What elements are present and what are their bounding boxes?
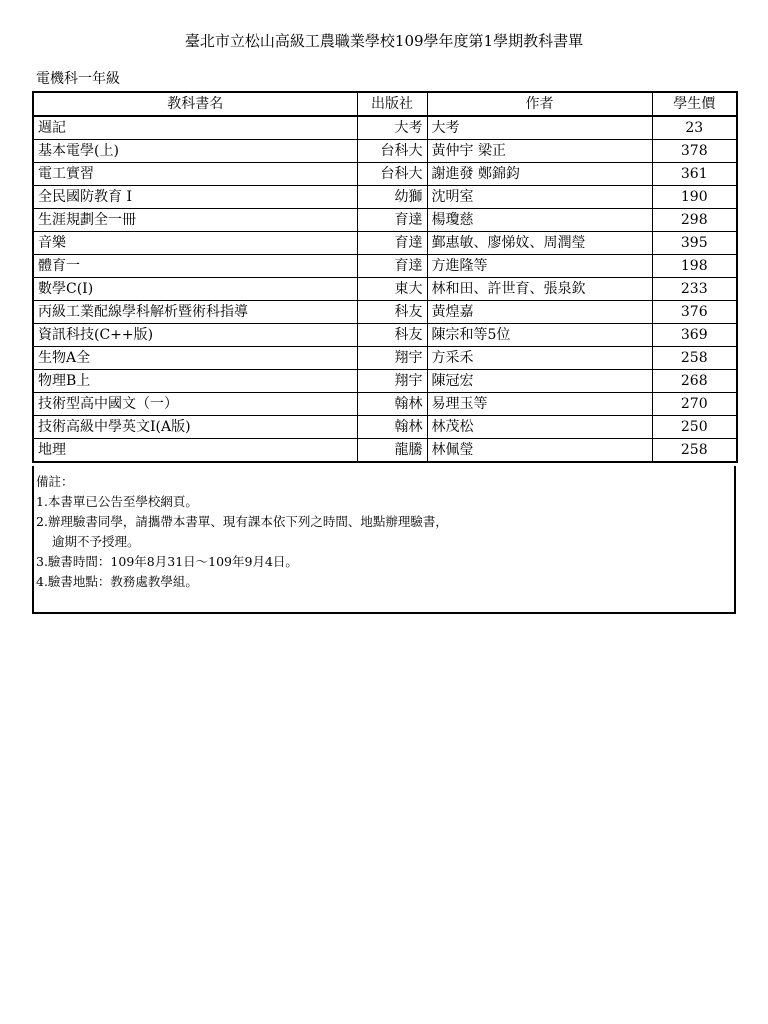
table-row — [33, 140, 737, 163]
cell-author: 謝進發 鄭錦鈞 — [427, 163, 652, 186]
cell-publisher: 翰林 — [357, 416, 427, 439]
cell-publisher: 東大 — [357, 278, 427, 301]
table-row — [33, 393, 737, 416]
table-row — [33, 370, 737, 393]
cell-book-name: 生涯規劃全一冊 — [33, 209, 357, 232]
cell-price: 233 — [652, 278, 737, 301]
cell-author: 黃仲宇 梁正 — [427, 140, 652, 163]
cell-book-name: 技術高級中學英文I(A版) — [33, 416, 357, 439]
cell-book-name: 數學C(I) — [33, 278, 357, 301]
table-header-row — [33, 92, 737, 116]
cell-author: 陳宗和等5位 — [427, 324, 652, 347]
header-author: 作者 — [427, 92, 652, 116]
cell-publisher: 翰林 — [357, 393, 427, 416]
notes-box — [32, 466, 736, 614]
table-row — [33, 209, 737, 232]
cell-author: 林茂松 — [427, 416, 652, 439]
cell-publisher: 幼獅 — [357, 186, 427, 209]
cell-price: 258 — [652, 439, 737, 463]
table-row — [33, 301, 737, 324]
cell-publisher: 龍騰 — [357, 439, 427, 463]
cell-author: 方進隆等 — [427, 255, 652, 278]
table-row — [33, 116, 737, 140]
table-row — [33, 163, 737, 186]
cell-book-name: 丙級工業配線學科解析暨術科指導 — [33, 301, 357, 324]
cell-publisher: 科友 — [357, 301, 427, 324]
note-line: 4.驗書地點：教務處教學組。 — [36, 574, 198, 589]
page-title: 臺北市立松山高級工農職業學校109學年度第1學期教科書單 — [184, 32, 584, 50]
cell-price: 378 — [652, 140, 737, 163]
note-line: 1.本書單已公告至學校網頁。 — [36, 494, 198, 509]
note-line: 逾期不予授理。 — [52, 534, 140, 549]
table-row — [33, 255, 737, 278]
table-row — [33, 232, 737, 255]
cell-price: 298 — [652, 209, 737, 232]
cell-author: 楊瓊慈 — [427, 209, 652, 232]
header-price: 學生價 — [652, 92, 737, 116]
cell-publisher: 育達 — [357, 255, 427, 278]
cell-book-name: 音樂 — [33, 232, 357, 255]
cell-author: 鄞惠敏、廖悌妏、周潤瑩 — [427, 232, 652, 255]
cell-price: 258 — [652, 347, 737, 370]
note-line: 3.驗書時間：109年8月31日～109年9月4日。 — [36, 554, 298, 569]
cell-publisher: 台科大 — [357, 163, 427, 186]
cell-book-name: 週記 — [33, 116, 357, 140]
cell-publisher: 育達 — [357, 232, 427, 255]
cell-author: 方采禾 — [427, 347, 652, 370]
cell-publisher: 台科大 — [357, 140, 427, 163]
cell-price: 369 — [652, 324, 737, 347]
cell-price: 250 — [652, 416, 737, 439]
cell-author: 沈明室 — [427, 186, 652, 209]
cell-price: 268 — [652, 370, 737, 393]
cell-price: 270 — [652, 393, 737, 416]
notes-heading: 備註： — [36, 474, 74, 489]
cell-price: 395 — [652, 232, 737, 255]
cell-book-name: 地理 — [33, 439, 357, 463]
table-row — [33, 186, 737, 209]
cell-author: 陳冠宏 — [427, 370, 652, 393]
cell-publisher: 育達 — [357, 209, 427, 232]
cell-author: 易理玉等 — [427, 393, 652, 416]
cell-book-name: 全民國防教育 I — [33, 186, 357, 209]
cell-publisher: 翔宇 — [357, 370, 427, 393]
cell-price: 361 — [652, 163, 737, 186]
cell-price: 376 — [652, 301, 737, 324]
cell-book-name: 技術型高中國文（一） — [33, 393, 357, 416]
table-row — [33, 278, 737, 301]
cell-book-name: 基本電學(上) — [33, 140, 357, 163]
header-book-name: 教科書名 — [33, 92, 357, 116]
cell-publisher: 大考 — [357, 116, 427, 140]
table-row — [33, 439, 737, 463]
cell-author: 林和田、許世育、張泉欽 — [427, 278, 652, 301]
cell-price: 23 — [652, 116, 737, 140]
cell-book-name: 生物A全 — [33, 347, 357, 370]
cell-price: 198 — [652, 255, 737, 278]
cell-author: 林佩瑩 — [427, 439, 652, 463]
table-row — [33, 416, 737, 439]
cell-price: 190 — [652, 186, 737, 209]
note-line: 2.辦理驗書同學，請攜帶本書單、現有課本依下列之時間、地點辦理驗書， — [36, 514, 448, 529]
cell-author: 大考 — [427, 116, 652, 140]
cell-publisher: 翔宇 — [357, 347, 427, 370]
department-grade: 電機科一年級 — [36, 71, 120, 87]
cell-book-name: 物理B上 — [33, 370, 357, 393]
textbook-table — [32, 91, 738, 463]
table-row — [33, 347, 737, 370]
table-row — [33, 324, 737, 347]
header-publisher: 出版社 — [357, 92, 427, 116]
cell-author: 黃煌嘉 — [427, 301, 652, 324]
cell-book-name: 體育一 — [33, 255, 357, 278]
cell-publisher: 科友 — [357, 324, 427, 347]
cell-book-name: 電工實習 — [33, 163, 357, 186]
cell-book-name: 資訊科技(C++版) — [33, 324, 357, 347]
